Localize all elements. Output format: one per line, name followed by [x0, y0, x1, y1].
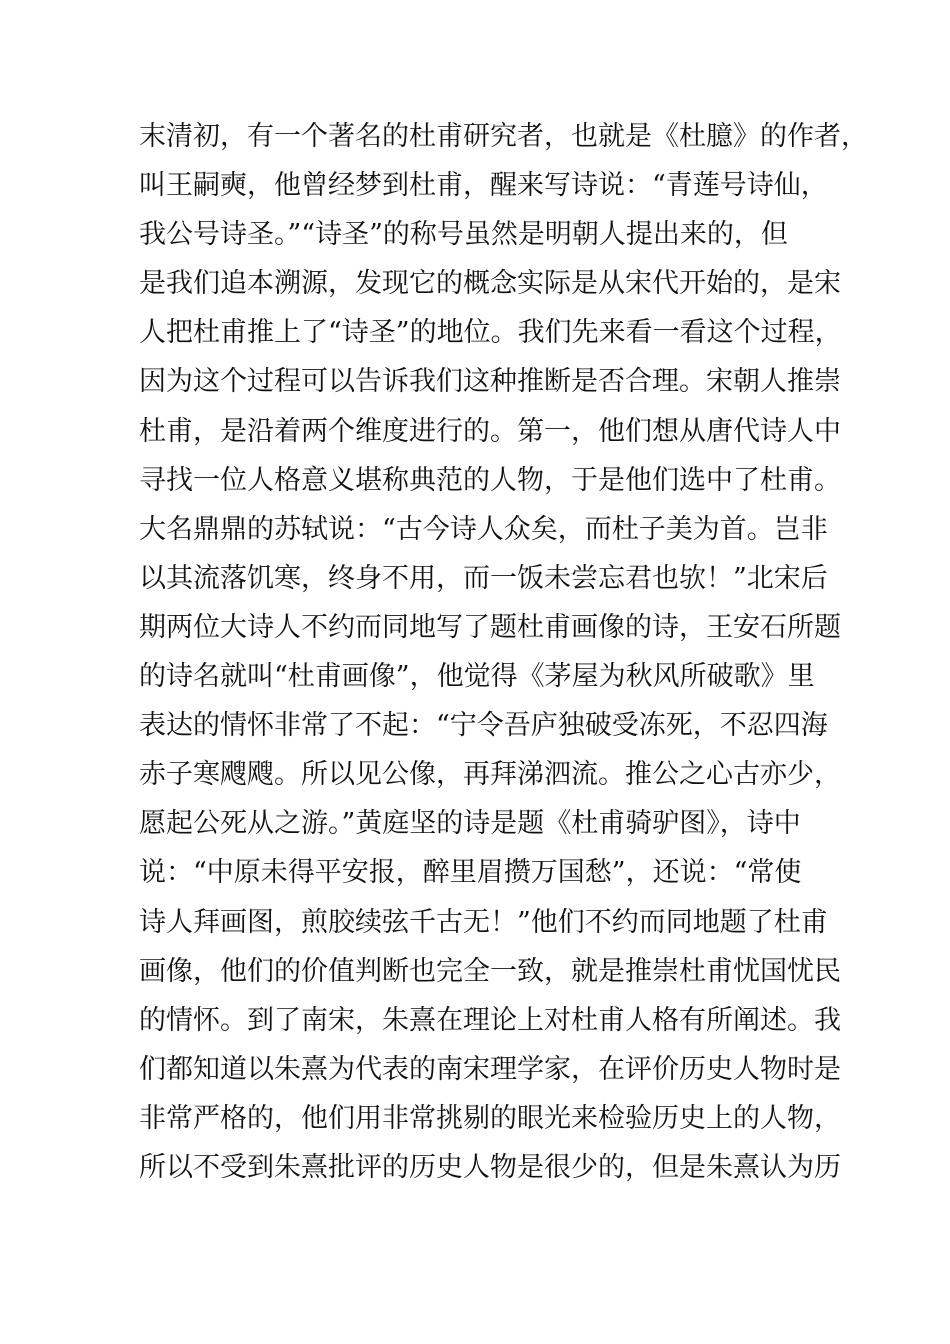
text-line: 的诗名就叫“杜甫画像”，他觉得《茅屋为秋风所破歌》里 — [139, 661, 815, 693]
text-line: 杜甫，是沿着两个维度进行的。第一，他们想从唐代诗人中 — [139, 415, 841, 447]
text-line: 寻找一位人格意义堪称典范的人物，于是他们选中了杜甫。 — [139, 464, 841, 496]
text-line: 说：“中原未得平安报，醉里眉攒万国愁”，还说：“常使 — [139, 857, 802, 889]
text-line: 诗人拜画图，煎胶续弦千古无！”他们不约而同地题了杜甫 — [139, 906, 828, 938]
text-line: 以其流落饥寒，终身不用，而一饭未尝忘君也欤！”北宋后 — [139, 562, 828, 594]
text-line: 大名鼎鼎的苏轼说：“古今诗人众矣，而杜子美为首。岂非 — [139, 513, 828, 545]
text-line: 愿起公死从之游。”黄庭坚的诗是题《杜甫骑驴图》，诗中 — [139, 808, 801, 840]
text-line: 末清初，有一个著名的杜甫研究者，也就是《杜臆》的作者， — [139, 121, 868, 152]
body-text — [139, 112, 868, 1192]
text-line: 画像，他们的价值判断也完全一致，就是推崇杜甫忧国忧民 — [139, 955, 841, 987]
text-line: 期两位大诗人不约而同地写了题杜甫画像的诗，王安石所题 — [139, 611, 841, 643]
text-line: 人把杜甫推上了“诗圣”的地位。我们先来看一看这个过程， — [139, 317, 842, 349]
text-line: 所以不受到朱熹批评的历史人物是很少的，但是朱熹认为历 — [139, 1151, 841, 1183]
text-line: 表达的情怀非常了不起：“宁令吾庐独破受冻死，不忍四海 — [139, 710, 828, 742]
text-line: 赤子寒飕飕。所以见公像，再拜涕泗流。推公之心古亦少， — [139, 759, 841, 791]
text-line: 非常严格的，他们用非常挑剔的眼光来检验历史上的人物， — [139, 1102, 841, 1134]
text-line: 们都知道以朱熹为代表的南宋理学家，在评价历史人物时是 — [139, 1053, 841, 1085]
text-line: 的情怀。到了南宋，朱熹在理论上对杜甫人格有所阐述。我 — [139, 1004, 841, 1036]
text-line: 我公号诗圣。”“诗圣”的称号虽然是明朝人提出来的，但 — [139, 219, 788, 251]
text-line: 叫王嗣奭，他曾经梦到杜甫，醒来写诗说：“青莲号诗仙， — [139, 170, 828, 202]
text-line: 因为这个过程可以告诉我们这种推断是否合理。宋朝人推崇 — [139, 366, 841, 398]
text-line: 是我们追本溯源，发现它的概念实际是从宋代开始的，是宋 — [139, 268, 841, 300]
